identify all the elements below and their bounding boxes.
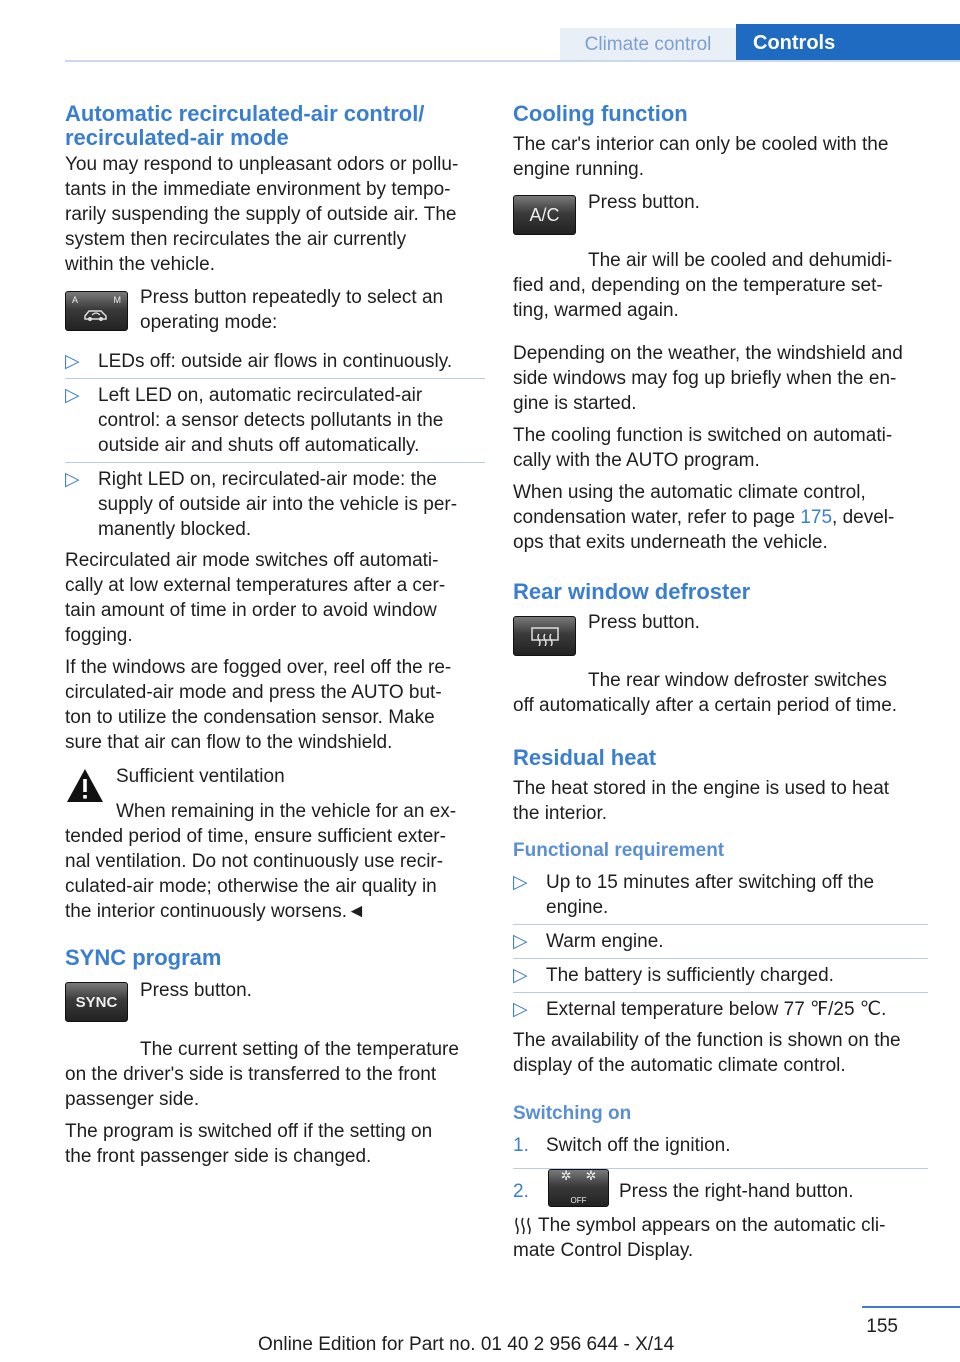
recirc-switchoff-text: Recirculated air mode switches off automati- cally at low external temperatures after a cer- tain amount of time in order to avoid window fogging. — [65, 550, 446, 646]
auto-program-text: The cooling function is switched on automati- cally with the AUTO program. — [513, 425, 893, 471]
residual-heat-symbol-icon — [513, 1216, 533, 1236]
heading-recirculated-air: Automatic recirculated-air control/ recirculated-air mode — [65, 101, 425, 150]
recirc-button-instruction: Press button repeatedly to select an operating mode: — [140, 287, 444, 333]
step-number: 1. — [513, 1135, 529, 1156]
heading-rear-window-defroster: Rear window defroster — [513, 579, 751, 604]
triangle-bullet-icon: ▷ — [65, 469, 80, 490]
heading-functional-requirement: Functional requirement — [513, 840, 725, 861]
availability-text: The availability of the function is shown on the display of the automatic climate control. — [513, 1030, 901, 1076]
residual-heat-text: The heat stored in the engine is used to heat the interior. — [513, 778, 890, 824]
sync-press-text: Press button. — [140, 980, 252, 1001]
heading-residual-heat: Residual heat — [513, 745, 657, 770]
warning-title: Sufficient ventilation — [116, 766, 285, 787]
list-item: ▷ Right LED on, recirculated-air mode: the supply of outside air into the vehicle is per- manently blocked. — [65, 469, 458, 540]
symbol-note — [513, 1213, 928, 1263]
list-item: ▷ The battery is sufficiently charged. — [513, 959, 928, 993]
right-column — [513, 102, 928, 1263]
ac-button-icon: A/C — [513, 195, 576, 235]
triangle-bullet-icon: ▷ — [65, 351, 80, 372]
list-item: ▷ LEDs off: outside air flows in continuously. — [65, 345, 485, 379]
header-section-title: Climate control — [560, 28, 736, 61]
triangle-bullet-icon: ▷ — [65, 385, 80, 406]
car-recirculation-icon — [83, 302, 109, 324]
fan-off-button-icon — [548, 1169, 609, 1207]
page-175-link[interactable]: 175 — [800, 507, 833, 528]
recirc-led-a-label: A — [72, 295, 79, 305]
triangle-bullet-icon: ▷ — [513, 999, 528, 1020]
page-number: 155 — [866, 1316, 898, 1337]
symbol-appears-text: The symbol appears on the automatic cli- mate Control Display. — [513, 1215, 886, 1261]
fogged-windows-text: If the windows are fogged over, reel off the re- circulated-air mode and press the AUTO but- ton to utilize the condensation sensor. Make sure that air can flow to the windshield. — [65, 657, 452, 753]
footer-edition-text: Online Edition for Part no. 01 40 2 956 644 - X/14 — [258, 1334, 675, 1355]
warning-block — [65, 765, 485, 823]
ac-button-row — [513, 192, 928, 242]
list-item: ▷ External temperature below 77 ℉/25 ℃. — [513, 999, 887, 1020]
recirc-button-row — [65, 287, 485, 345]
rear-defrost-icon — [530, 626, 560, 646]
heading-switching-on: Switching on — [513, 1103, 632, 1124]
warning-triangle-icon — [65, 767, 105, 805]
switching-on-steps — [513, 1129, 928, 1209]
step-number: 2. — [513, 1181, 529, 1202]
left-column — [65, 102, 485, 1169]
triangle-bullet-icon: ▷ — [513, 931, 528, 952]
footer-divider — [862, 1306, 960, 1308]
defroster-button-row — [513, 612, 928, 662]
sync-button-row — [65, 980, 485, 1030]
list-item: 1. Switch off the ignition. — [513, 1129, 928, 1169]
fan-icons: ✲✲ — [560, 1168, 611, 1183]
list-item: ▷ Left LED on, automatic recirculated-air control: a sensor detects pollutants in the outside air and shuts off automatically. — [65, 379, 485, 463]
ac-press-text: Press button. — [588, 192, 700, 213]
triangle-bullet-icon: ▷ — [513, 965, 528, 986]
header-divider — [65, 60, 960, 62]
list-item: ▷ Warm engine. — [513, 925, 928, 959]
recirc-intro-text: You may respond to unpleasant odors or pollu- tants in the immediate environment by tempo- rarily suspending the supply of outside air. The system then recirculates the air currently within the vehicle. — [65, 154, 459, 275]
warning-text: When remaining in the vehicle for an ex- tended period of time, ensure sufficient exter- nal ventilation. Do not continuously use recir- culated-air mode; otherwise the air quality in the interior continuously worsens.◄ — [65, 801, 457, 922]
recirc-led-m-label: M — [113, 295, 121, 305]
ac-description: The air will be cooled and dehumidi- fied and, depending on the temperature set- ting, warmed again. — [513, 250, 893, 321]
sync-off-text: The program is switched off if the setting on the front passenger side is changed. — [65, 1121, 433, 1167]
condensation-text: When using the automatic climate control, condensation water, refer to page 175, devel- ops that exits underneath the vehicle. — [513, 482, 895, 553]
triangle-bullet-icon: ▷ — [513, 872, 528, 893]
heading-sync-program: SYNC program — [65, 945, 222, 970]
sync-button-icon: SYNC — [65, 982, 128, 1022]
header-chapter-title: Controls — [736, 24, 960, 62]
recirc-mode-list — [65, 345, 485, 546]
requirement-list — [513, 866, 928, 1026]
list-item: ▷ Up to 15 minutes after switching off the engine. — [513, 866, 928, 925]
cooling-intro-text: The car's interior can only be cooled with the engine running. — [513, 134, 889, 180]
defroster-description: The rear window defroster switches off automatically after a certain period of time. — [513, 670, 898, 716]
list-item: 2. ✲✲ OFF Press the right-hand button. — [513, 1169, 928, 1209]
sync-description: The current setting of the temperature on the driver's side is transferred to the front passenger side. — [65, 1039, 459, 1110]
defroster-press-text: Press button. — [588, 612, 700, 633]
heading-cooling-function: Cooling function — [513, 101, 688, 126]
rear-defroster-button-icon — [513, 616, 576, 656]
fan-off-label: OFF — [570, 1196, 587, 1205]
recirc-button-icon — [65, 291, 128, 331]
weather-fog-text: Depending on the weather, the windshield and side windows may fog up briefly when the en- gine is started. — [513, 343, 903, 414]
